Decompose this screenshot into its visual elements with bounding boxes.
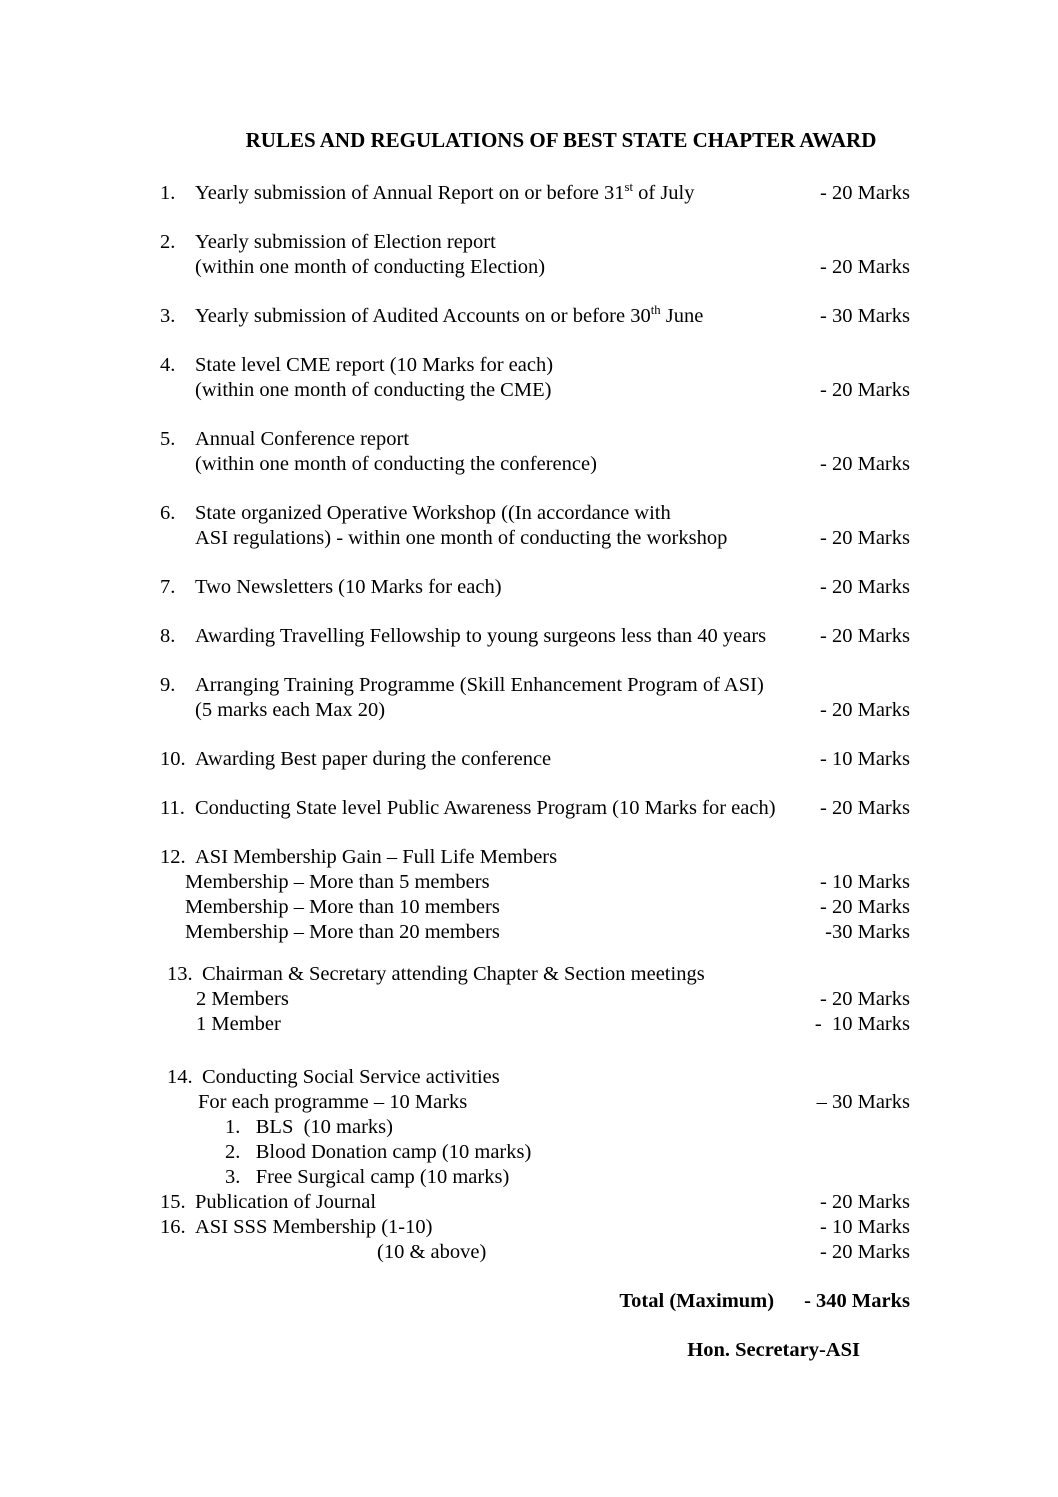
rule-item-11 [160, 796, 910, 821]
total-label: Total (Maximum) [619, 1290, 775, 1312]
item-marks: - 10 Marks [814, 1013, 910, 1035]
item-number: 10. [160, 748, 186, 770]
rule-item-7 [160, 575, 910, 600]
item-text: Annual Conference report [195, 428, 410, 450]
item-text: 1 Member [196, 1013, 281, 1035]
item-marks: - 20 Marks [820, 1191, 910, 1213]
item-text: For each programme – 10 Marks [198, 1091, 468, 1113]
rule-item-5 [160, 427, 910, 477]
item-text: ASI SSS Membership (1-10) [195, 1216, 433, 1238]
item-text: Two Newsletters (10 Marks for each) [195, 576, 502, 598]
item-number: 11. [160, 797, 185, 819]
item-marks: - 20 Marks [820, 576, 910, 598]
item-number: 15. [160, 1191, 186, 1213]
signature: Hon. Secretary-ASI [687, 1339, 860, 1361]
rule-line [160, 181, 910, 206]
item-text-before: Yearly submission of Audited Accounts on or before 30 [195, 305, 651, 327]
item-text: 3. Free Surgical camp (10 marks) [225, 1166, 510, 1188]
item-marks: - 10 Marks [820, 748, 910, 770]
rule-line [160, 378, 910, 403]
item-number: 1. [160, 182, 176, 204]
rule-item-12 [160, 845, 910, 945]
ordinal-superscript: th [650, 303, 661, 318]
rule-item-13 [167, 962, 910, 1037]
item-number: 14. [167, 1066, 193, 1088]
item-text: Membership – More than 20 members [185, 921, 500, 943]
ordinal-superscript: st [624, 180, 633, 195]
item-marks: - 20 Marks [820, 699, 910, 721]
item-marks: - 20 Marks [820, 453, 910, 475]
item-text-after: of July [633, 182, 695, 204]
item-marks: - 30 Marks [820, 305, 910, 327]
rule-line [167, 1090, 910, 1115]
item-number: 6. [160, 502, 176, 524]
rule-item-16 [160, 1215, 910, 1265]
item-text: (10 & above) [377, 1241, 487, 1263]
rule-line [160, 870, 910, 895]
rule-line [167, 962, 910, 987]
rule-line [167, 1065, 910, 1090]
rule-line [160, 1215, 910, 1240]
item-number: 4. [160, 354, 176, 376]
item-text: Chairman & Secretary attending Chapter & Section meetings [202, 963, 705, 985]
item-text: State level CME report (10 Marks for each) [195, 354, 554, 376]
rule-line [160, 747, 910, 772]
item-number: 7. [160, 576, 176, 598]
total-marks: - 340 Marks [804, 1290, 910, 1312]
rule-line [160, 526, 910, 551]
rule-line [160, 427, 910, 452]
rule-item-9 [160, 673, 910, 723]
item-text-before: Yearly submission of Annual Report on or before 31 [195, 182, 625, 204]
rule-line [167, 1012, 910, 1037]
item-text: Arranging Training Programme (Skill Enhancement Program of ASI) [195, 674, 764, 696]
item-text: Membership – More than 10 members [185, 896, 500, 918]
item-text: 1. BLS (10 marks) [225, 1116, 393, 1138]
rule-item-6 [160, 501, 910, 551]
total-row [160, 1289, 910, 1314]
rule-line [167, 1140, 910, 1165]
item-marks: - 20 Marks [820, 182, 910, 204]
item-number: 8. [160, 625, 176, 647]
rule-item-3 [160, 304, 910, 329]
item-text: Membership – More than 5 members [185, 871, 490, 893]
rule-line [160, 1240, 910, 1265]
item-text: (within one month of conducting the conference) [195, 453, 597, 475]
rule-line [160, 230, 910, 255]
item-marks: - 20 Marks [820, 1241, 910, 1263]
item-number: 16. [160, 1216, 186, 1238]
rule-line [167, 987, 910, 1012]
rule-line [160, 452, 910, 477]
rule-item-4 [160, 353, 910, 403]
item-text [195, 181, 695, 206]
item-number: 5. [160, 428, 176, 450]
rule-line [160, 698, 910, 723]
item-text: 2 Members [196, 988, 289, 1010]
item-text: Awarding Travelling Fellowship to young surgeons less than 40 years [195, 625, 767, 647]
rule-item-1 [160, 181, 910, 206]
document-content [160, 0, 910, 1363]
item-marks: - 10 Marks [820, 871, 910, 893]
item-text: Publication of Journal [195, 1191, 377, 1213]
rule-line [160, 1190, 910, 1215]
item-text: 2. Blood Donation camp (10 marks) [225, 1141, 532, 1163]
item-marks: - 20 Marks [820, 527, 910, 549]
item-number: 9. [160, 674, 176, 696]
item-text: Conducting Social Service activities [202, 1066, 500, 1088]
rule-line [160, 673, 910, 698]
item-marks: – 30 Marks [816, 1091, 910, 1113]
item-marks: - 20 Marks [820, 625, 910, 647]
item-text-after: June [660, 305, 704, 327]
item-number: 13. [167, 963, 193, 985]
item-marks: -30 Marks [825, 921, 910, 943]
rule-item-15 [160, 1190, 910, 1215]
item-marks: - 20 Marks [820, 896, 910, 918]
item-marks: - 20 Marks [820, 256, 910, 278]
rule-line [160, 255, 910, 280]
item-text: Yearly submission of Election report [195, 231, 496, 253]
item-number: 12. [160, 846, 186, 868]
item-text [195, 304, 703, 329]
item-marks: - 10 Marks [820, 1216, 910, 1238]
rule-line [160, 501, 910, 526]
rule-line [167, 1165, 910, 1190]
item-text: ASI Membership Gain – Full Life Members [195, 846, 558, 868]
page-title: RULES AND REGULATIONS OF BEST STATE CHAPTER AWARD [245, 128, 877, 152]
item-number: 2. [160, 231, 176, 253]
item-text: Awarding Best paper during the conference [195, 748, 552, 770]
rule-line [167, 1115, 910, 1140]
item-marks: - 20 Marks [820, 379, 910, 401]
item-marks: - 20 Marks [820, 988, 910, 1010]
item-text: (within one month of conducting Election) [195, 256, 546, 278]
rule-line [160, 353, 910, 378]
rule-line [160, 895, 910, 920]
rule-line [160, 796, 910, 821]
rule-line [160, 920, 910, 945]
item-text: (5 marks each Max 20) [195, 699, 386, 721]
item-number: 3. [160, 305, 176, 327]
rule-item-2 [160, 230, 910, 280]
rule-item-14 [167, 1065, 910, 1190]
item-text: ASI regulations) - within one month of conducting the workshop [195, 527, 728, 549]
rule-line [160, 845, 910, 870]
rule-line [160, 304, 910, 329]
rule-item-8 [160, 624, 910, 649]
item-text: State organized Operative Workshop ((In accordance with [195, 502, 671, 524]
rule-line [160, 624, 910, 649]
rule-line [160, 575, 910, 600]
item-text: (within one month of conducting the CME) [195, 379, 552, 401]
rule-item-10 [160, 747, 910, 772]
item-text: Conducting State level Public Awareness Program (10 Marks for each) [195, 797, 776, 819]
item-marks: - 20 Marks [820, 797, 910, 819]
